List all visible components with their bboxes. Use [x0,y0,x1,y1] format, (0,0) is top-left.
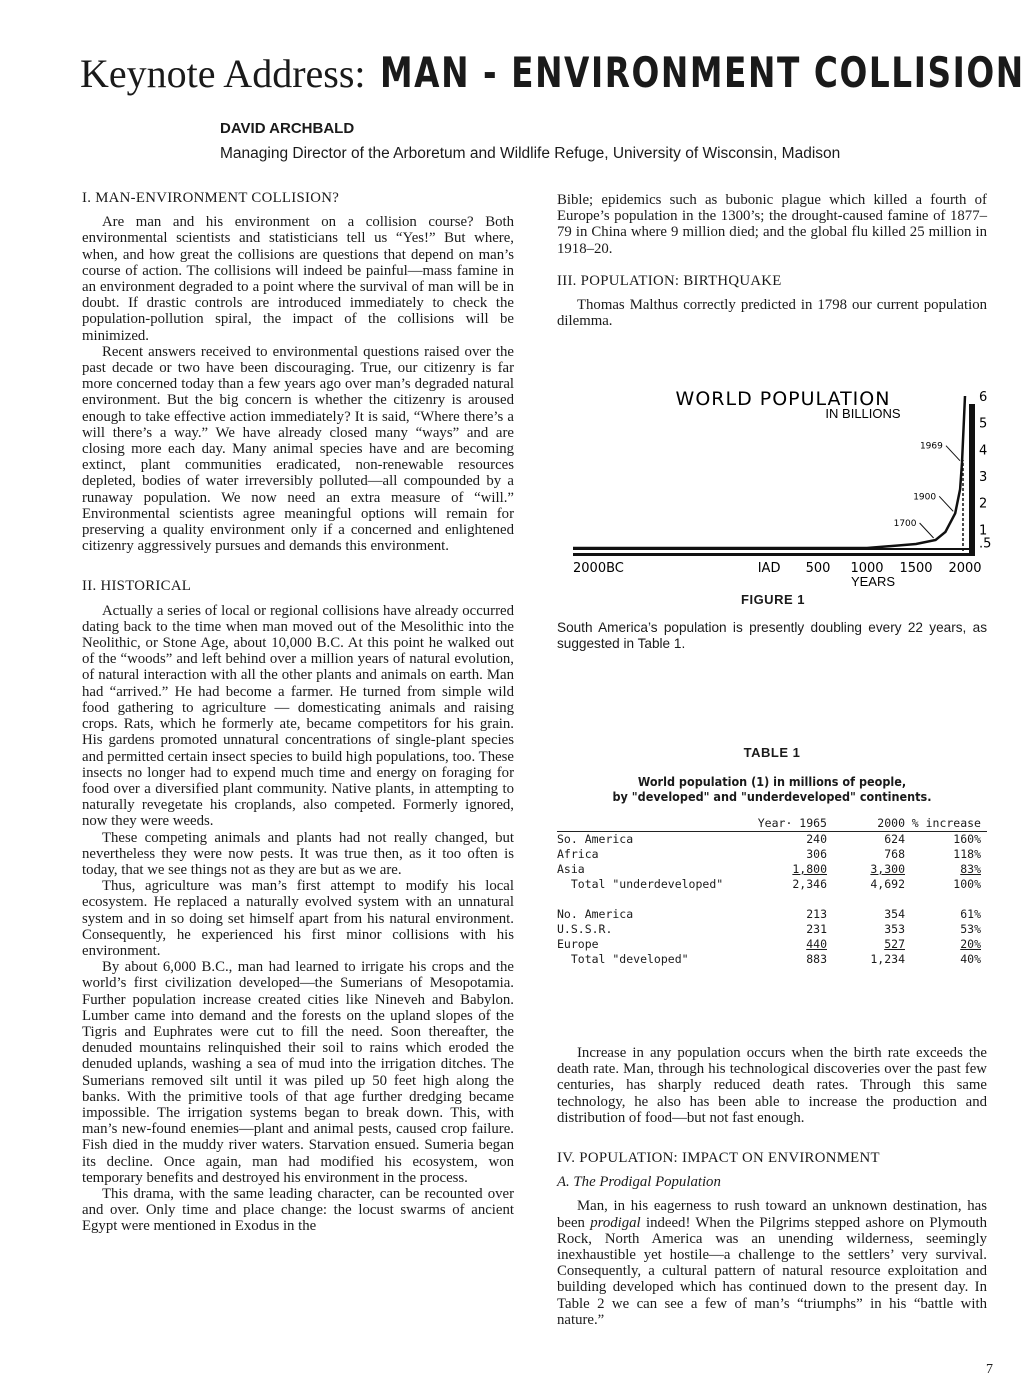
table-cell: Total "developed" [557,952,689,966]
paragraph: Recent answers received to environmental questions raised over the past decade or two have been discouraging. True, our citizenry is far more concerned today than a few years ago over man’s degraded natural environment. But the big concern is whether the citizenry is aroused enough to take effective action immediately? It is said, “Where there’s a will there’s a way.” We have already closed many “ways” and are closing more each day. Many animal species have and are becoming extinct, plant communities eradicated, non-renewable resources depleted, bodies of water irreversibly polluted—all compounded by a runaway population. We now need an extra measure of “will.” Environmental scientists agree meaningful options will remain for preserving a quality environment only if a concerned and enlightened citizenry aggressively pursues and demands this environment. [82,343,514,555]
author-name: DAVID ARCHBALD [220,120,355,137]
table-row [557,907,987,922]
table-cell: 1,800 [792,862,827,876]
figure-caption: FIGURE 1 [741,592,805,607]
paragraph: Thus, agriculture was man’s first attempt to modify his local ecosystem. He replaced a naturally evolved system with an unnatural system and in so doing set himself apart from his natural environment. Consequently, he experienced his first minor collisions with his environment. [82,878,514,959]
table-title: TABLE 1 [743,745,801,760]
paragraph: This drama, with the same leading character, can be recounted over and over. Only time and place change: the locust swarms of ancient Egypt were mentioned in Exodus in the [82,1185,514,1235]
paragraph: Are man and his environment on a collision course? Both environmental scientists and statisticians tell us “Yes!” But where, when, and how great the collisions are questions that depend on man’s course of action. The collisions will indeed be painful—mass famine in an environment degraded to a point where the survival of man will be in doubt. If drastic controls are introduced immediately to check the population-pollution spiral, the impact of the collisions will be minimized. [82,214,514,344]
right-column-bottom [557,1045,987,1328]
emphasis: prodigal [590,1214,641,1231]
paragraph: Actually a series of local or regional collisions have already occurred dating back to the time when man moved out of the Mesolithic into the Neolithic, or Stone Age, about 10,000 B.C. At this point he walked out of the “woods” and left behind over a million years of natural evolution, of natural interaction with all the other plants and animals on earth. Man had “arrived.” He had become a farmer. He turned from simple wild food gathering to agriculture — domesticating animals and raising crops. Rats, which he formerly ate, became competitors for his grain. His gardens promoted unnatural concentrations of single-plant species and permitted certain insect species to build high populations, too. These insects no longer had to expend much time and energy on foraging for food over a diversified plant community. Native plants, in attempting to naturally revegetate his croplands, also competed. Formerly ignored, now they were weeds. [82,602,514,830]
x-axis-label: YEARS [850,574,896,588]
page-number: 7 [986,1362,993,1377]
y-tick-label: .5 [979,536,992,552]
x-tick-label: 1000 [850,561,884,576]
table-cell: 2,346 [792,877,827,891]
section-heading: II. HISTORICAL [82,578,192,595]
text-run: Man, in his eagerness to rush toward an unknown destination, has been [557,1198,987,1231]
table-cell: 213 [806,907,827,921]
chart-subtitle: IN BILLIONS [825,406,901,421]
table-cell: Asia [557,862,585,876]
chart-title: WORLD POPULATION [675,388,891,410]
title-prefix: Keynote Address: [80,51,366,96]
table-cell: 1,234 [870,952,905,966]
table-cell: 440 [806,937,827,951]
table-cell: 83% [960,862,981,876]
right-column-top [557,192,987,329]
annotation-arrow [946,446,960,461]
table-cell: 100% [953,877,981,891]
x-tick-label: IAD [757,561,781,576]
paragraph [557,1198,987,1328]
table-header [557,816,747,832]
table-description [579,774,966,804]
text-run: indeed! When the Pilgrims stepped ashore on Plymouth Rock, North America was an unending wilderness, seemingly inexhaustible yet hostile—a challenge to the settlers’ very survival. Consequently, a cultural pattern of natural resource exploitation and building developed which has continued down to the present day. In Table 2 we can see a few of man’s “triumphs” in his “battle with nature.” [557,1214,987,1328]
y-tick-label: 6 [979,390,988,405]
table-row [557,922,987,937]
table-cell: 160% [953,832,981,846]
table-header: 2000 [833,816,911,832]
x-tick-label: 2000 [948,561,982,576]
x-tick-label: 500 [805,561,831,576]
y-tick-label: 5 [979,416,988,432]
table-cell: 3,300 [870,862,905,876]
table-header-row [557,816,987,832]
year-annotation: 1700 [893,519,917,529]
table-row [557,937,987,952]
table-1 [557,745,987,967]
left-column [82,190,514,1235]
paragraph: By about 6,000 B.C., man had learned to irrigate his crops and the world’s first civilization developed—the Sumerians of Mesopotamia. Further population increase created cities like Nineveh and Babylon. Lumber came into demand and the forests on the upland slopes of the Tigris and Euphrates were cut to fill the need. Soon thereafter, the denuded mountains relinquished their soil to rains which eroded the denuded uplands, washing a sea of mud into the irrigation ditches. The Sumerians removed silt until it was piled up 50 feet high along the banks. With the primitive tools of that age further dredging became impossible. The irrigation systems began to break down. This, with man’s new-found enemies—plant and animal pests, caused crop failure. Fish died in the muddy river waters. Starvation ensued. Sumeria began its decline. Once again, man had modified his ecosystem, won temporary benefits and destroyed his environment in the process. [82,959,514,1186]
y-tick-label: 3 [979,470,988,485]
table-cell: 883 [806,952,827,966]
table-cell: No. America [557,907,634,921]
table-cell: 20% [960,937,981,951]
table-cell: 353 [884,922,905,936]
table-cell: 527 [884,937,905,951]
table-cell: 118% [953,847,981,861]
title-main: MAN - ENVIRONMENT COLLISION [379,48,1025,97]
figure-world-population [553,378,993,608]
table-description-line: World population (1) in millions of people, [637,774,907,789]
table-header: Year· 1965 [747,816,833,832]
table-cell: 354 [884,907,905,921]
table-cell: 231 [806,922,827,936]
table-row [557,862,987,877]
table-row [557,952,987,967]
table-cell: So. America [557,832,634,846]
table-cell: Europe [557,937,599,951]
annotation-arrow [939,496,953,511]
article-title [80,48,1025,108]
annotation-arrow [920,523,934,538]
table-cell: 4,692 [870,877,905,891]
paragraph: Bible; epidemics such as bubonic plague which killed a fourth of Europe’s population in the 1300’s; the drought-caused famine of 1877–79 in China where 9 million died; and the global flu killed 25 million in 1918–20. [557,192,987,257]
table-cell: Total "underdeveloped" [557,877,724,891]
section-heading: III. POPULATION: BIRTHQUAKE [557,272,782,289]
y-tick-label: 1 [979,523,988,539]
table-row [557,832,987,848]
x-tick-label: 1500 [899,561,933,576]
paragraph: Increase in any population occurs when the birth rate exceeds the death rate. Man, through his technological discoveries over the past few centuries, has sharply reduced death rates. Through this same technology, he also has been able to increase the production and distribution of food—but not fast enough. [557,1045,987,1126]
table-cell: 306 [806,847,827,861]
table-description-line: by "developed" and "underdeveloped" continents. [612,789,932,804]
table-cell: 61% [960,907,981,921]
year-annotation: 1900 [913,492,937,503]
subsection-heading: A. The Prodigal Population [557,1174,721,1191]
paragraph: South America’s population is presently doubling every 22 years, as suggested in Table 1. [557,620,987,651]
table-cell: 624 [884,832,905,846]
y-tick-label: 2 [979,496,988,512]
table-cell: 53% [960,922,981,936]
section-heading: I. MAN-ENVIRONMENT COLLISION? [82,190,340,206]
population-table [557,816,987,967]
y-tick-label: 4 [979,443,988,459]
y-axis-bar [969,404,975,556]
population-chart [553,378,993,588]
paragraph: Thomas Malthus correctly predicted in 1798 our current population dilemma. [557,297,987,330]
table-row [557,847,987,862]
table-header: % increase [911,816,987,832]
table-cell: 40% [960,952,981,966]
section-heading: IV. POPULATION: IMPACT ON ENVIRONMENT [557,1150,880,1167]
author-affiliation: Managing Director of the Arboretum and Wildlife Refuge, University of Wisconsin, Madison [220,145,841,162]
table-cell: U.S.S.R. [557,922,613,936]
table-cell: 240 [806,832,827,846]
table-cell: 768 [884,847,905,861]
x-tick-label: 2000BC [573,561,624,576]
paragraph: These competing animals and plants had not really changed, but nevertheless they were now pests. It was true then, as it too often is today, that we see things not as they are but as we are. [82,829,514,878]
x-axis-band-gap [573,550,971,553]
year-annotation: 1969 [919,441,943,452]
table-cell: Africa [557,847,599,861]
table-row [557,877,987,892]
